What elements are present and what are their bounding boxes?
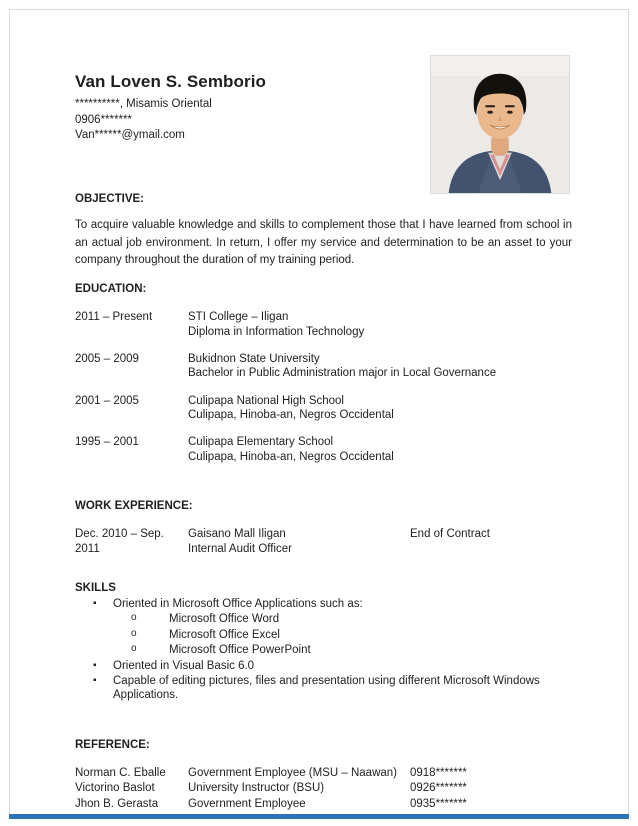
square-bullet-icon	[75, 674, 113, 703]
work-company: Gaisano Mall Iligan	[188, 528, 286, 541]
education-school: STI College – Iligan	[188, 311, 289, 324]
objective-heading: OBJECTIVE:	[75, 193, 145, 206]
square-bullet-icon	[75, 659, 113, 673]
skill-text: Oriented in Microsoft Office Applications such as:	[113, 598, 363, 611]
education-location: Culipapa, Hinoba-an, Negros Occidental	[188, 409, 394, 421]
skill-item	[75, 597, 572, 611]
reference-title: Government Employee (MSU – Naawan)	[188, 766, 397, 779]
skill-item	[75, 674, 572, 703]
education-entry	[75, 435, 572, 464]
skill-text: Microsoft Office Excel	[169, 628, 280, 641]
reference-name: Victorino Baslot	[75, 782, 155, 795]
education-detail	[188, 435, 572, 464]
education-entry	[75, 352, 572, 381]
reference-entry	[75, 766, 572, 782]
education-school: Culipapa National High School	[188, 394, 344, 407]
skill-text: Microsoft Office PowerPoint	[169, 644, 311, 657]
education-location: Culipapa, Hinoba-an, Negros Occidental	[188, 450, 394, 463]
circle-bullet-icon	[131, 612, 169, 626]
footer-accent-line	[9, 814, 629, 819]
resume-content	[75, 70, 572, 812]
reference-phone: 0935*******	[410, 797, 467, 810]
reference-entry	[75, 781, 572, 797]
applicant-address: **********, Misamis Oriental	[75, 97, 212, 110]
reference-entry	[75, 797, 572, 813]
education-school: Culipapa Elementary School	[188, 436, 334, 449]
work-period: Dec. 2010 – Sep. 2011	[75, 528, 164, 555]
skill-item	[75, 659, 572, 673]
education-period: 2001 – 2005	[75, 394, 139, 407]
skill-subitem	[75, 612, 572, 626]
circle-bullet-icon	[131, 643, 169, 657]
education-school: Bukidnon State University	[188, 352, 320, 365]
skills-heading: SKILLS	[75, 581, 116, 594]
work-experience-heading: WORK EXPERIENCE:	[75, 500, 193, 513]
reference-phone: 0918*******	[410, 766, 467, 779]
education-degree: Bachelor in Public Administration major in Local Governance	[188, 367, 497, 380]
applicant-email: Van******@ymail.com	[75, 129, 185, 142]
work-position: Internal Audit Officer	[188, 542, 292, 555]
education-period: 1995 – 2001	[75, 436, 139, 449]
reference-heading: REFERENCE:	[75, 738, 150, 751]
education-entry	[75, 310, 572, 339]
education-heading: EDUCATION:	[75, 283, 147, 296]
reference-name: Norman C. Eballe	[75, 766, 166, 779]
skill-text: Microsoft Office Word	[169, 613, 280, 626]
skill-subitem	[75, 628, 572, 642]
square-bullet-icon	[75, 597, 113, 611]
skill-text: Capable of editing pictures, files and presentation using different Microsoft Windows Applications.	[113, 674, 540, 702]
work-status: End of Contract	[410, 528, 490, 541]
education-entry	[75, 394, 572, 423]
reference-name: Jhon B. Gerasta	[75, 797, 159, 810]
education-detail	[188, 310, 572, 339]
reference-title: Government Employee	[188, 797, 306, 810]
skill-text: Oriented in Visual Basic 6.0	[113, 659, 255, 672]
work-detail	[188, 527, 410, 556]
circle-bullet-icon	[131, 628, 169, 642]
reference-title: University Instructor (BSU)	[188, 782, 325, 795]
education-period: 2005 – 2009	[75, 352, 139, 365]
objective-text: To acquire valuable knowledge and skills to complement those that I have learned from school in an actual job environment. In return, I offer my service and determination to be an asset to your company throughout the duration of my training period.	[75, 219, 572, 266]
applicant-name: Van Loven S. Semborio	[75, 72, 267, 91]
reference-list	[75, 766, 572, 813]
reference-phone: 0926*******	[410, 782, 467, 795]
work-entry	[75, 527, 572, 556]
education-detail	[188, 352, 572, 381]
applicant-phone: 0906*******	[75, 113, 132, 126]
education-degree: Diploma in Information Technology	[188, 325, 365, 338]
skill-subitem	[75, 643, 572, 657]
education-period: 2011 – Present	[75, 311, 153, 324]
education-detail	[188, 394, 572, 423]
